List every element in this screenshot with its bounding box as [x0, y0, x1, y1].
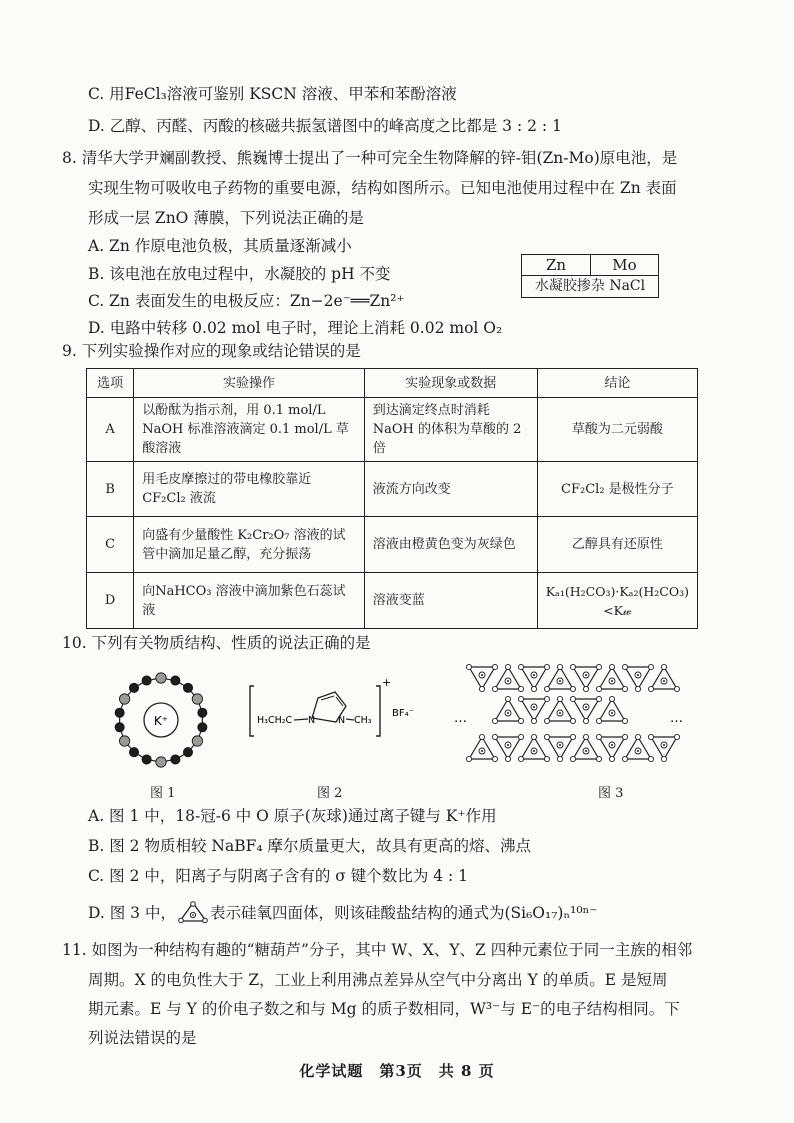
header-option: 选项 — [87, 369, 134, 398]
table-row — [87, 398, 698, 462]
oxygen-atom — [119, 694, 129, 704]
hydrogel-layer: 水凝胶掺杂 NaCl — [534, 278, 646, 294]
row-b-operation: 用毛皮摩擦过的带电橡胶靠近 CF₂Cl₂ 液流 — [134, 462, 365, 517]
carbon-atom — [115, 708, 124, 717]
carbon-atom — [171, 755, 180, 764]
carbon-atom — [198, 723, 207, 732]
fig2-label: 图 2 — [317, 786, 343, 801]
row-d-operation: 向NaHCO₃ 溶液中滴加紫色石蕊试液 — [134, 573, 365, 629]
fig2-n1-label: N — [308, 715, 316, 726]
carbon-atom — [142, 755, 151, 764]
fig2-ethyl-label: H₃CH₂C — [257, 715, 293, 726]
row-a-option: A — [87, 398, 134, 462]
q10-option-a: A. 图 1 中，18-冠-6 中 O 原子(灰球)通过离子键与 K⁺作用 — [88, 807, 497, 825]
q10-option-c: C. 图 2 中，阳离子与阴离子含有的 σ 键个数比为 4 : 1 — [88, 867, 469, 885]
q11-stem-line3: 期元素。E 与 Y 的价电子数之和与 Mg 的质子数相同，W³⁻与 E⁻的电子结构相同。下 — [88, 1000, 680, 1018]
oxygen-atom — [192, 736, 202, 746]
table-row — [87, 517, 698, 573]
zn-electrode: Zn — [522, 255, 591, 276]
row-c-option: C — [87, 517, 134, 573]
table-row — [87, 573, 698, 629]
fig1-k-ion-label: K⁺ — [153, 714, 169, 728]
row-d-option: D — [87, 573, 134, 629]
carbon-atom — [171, 676, 180, 685]
row-a-phenomenon: 到达滴定终点时消耗 NaOH 的体积为草酸的 2 倍 — [364, 398, 537, 462]
q9-stem: 9. 下列实验操作对应的现象或结论错误的是 — [62, 342, 361, 360]
q7-option-d: D. 乙醇、丙醛、丙酸的核磁共振氢谱图中的峰高度之比都是 3 : 2 : 1 — [88, 117, 562, 135]
header-conclusion: 结论 — [537, 369, 697, 398]
fig2-n2-label: N — [338, 715, 346, 726]
carbon-atom — [198, 708, 207, 717]
row-a-operation: 以酚酞为指示剂，用 0.1 mol/L NaOH 标准溶液滴定 0.1 mol/L 草酸溶液 — [134, 398, 365, 462]
row-d-conclusion: Kₐ₁(H₂CO₃)·Kₐ₂(H₂CO₃)<K𝓌 — [537, 573, 697, 629]
q10-option-d-prefix: D. 图 3 中， — [88, 904, 176, 922]
header-operation: 实验操作 — [134, 369, 365, 398]
q8-stem-line1: 8. 清华大学尹斓副教授、熊巍博士提出了一种可完全生物降解的锌-钼(Zn-Mo)原电池，是 — [62, 149, 678, 167]
q10-stem: 10. 下列有关物质结构、性质的说法正确的是 — [62, 634, 371, 652]
row-c-conclusion: 乙醇具有还原性 — [537, 517, 697, 573]
row-b-option: B — [87, 462, 134, 517]
q8-option-d: D. 电路中转移 0.02 mol 电子时，理论上消耗 0.02 mol O₂ — [88, 319, 503, 337]
row-a-conclusion: 草酸为二元弱酸 — [537, 398, 697, 462]
q11-stem-line2: 周期。X 的电负性大于 Z，工业上利用沸点差异从空气中分离出 Y 的单质。E 是短周 — [88, 971, 668, 989]
oxygen-atom — [119, 736, 129, 746]
table-header-row — [87, 369, 698, 398]
row-c-operation: 向盛有少量酸性 K₂Cr₂O₇ 溶液的试管中滴加足量乙醇，充分振荡 — [134, 517, 365, 573]
q11-stem-line4: 列说法错误的是 — [88, 1029, 197, 1047]
q8-option-b: B. 该电池在放电过程中，水凝胶的 pH 不变 — [88, 265, 391, 283]
q11-stem-line1: 11. 如图为一种结构有趣的“糖葫芦”分子，其中 W、X、Y、Z 四种元素位于同一主族的相邻 — [62, 941, 693, 959]
q10-option-d — [88, 901, 598, 923]
fig2-methyl-label: CH₃ — [354, 715, 372, 726]
q8-option-a: A. Zn 作原电池负极，其质量逐渐减小 — [88, 237, 352, 255]
row-b-conclusion: CF₂Cl₂ 是极性分子 — [537, 462, 697, 517]
q7-option-c: C. 用FeCl₃溶液可鉴别 KSCN 溶液、甲苯和苯酚溶液 — [88, 85, 457, 103]
page-footer: 化学试题 第3页 共 8 页 — [299, 1062, 495, 1080]
q8-stem-line2: 实现生物可吸收电子药物的重要电源，结构如图所示。已知电池使用过程中在 Zn 表面 — [88, 179, 677, 197]
figure-1-crown-ether — [105, 668, 217, 772]
oxygen-atom — [156, 673, 166, 683]
battery-diagram — [521, 254, 659, 298]
experiment-table — [86, 368, 698, 629]
carbon-atom — [183, 683, 192, 692]
carbon-atom — [129, 683, 138, 692]
mo-electrode: Mo — [591, 255, 658, 276]
figure-2-ionic-liquid — [248, 672, 438, 744]
fig2-anion-label: BF₄⁻ — [392, 708, 414, 719]
figure-3-silicate-structure — [452, 660, 692, 770]
fig2-cation-charge: + — [382, 676, 392, 689]
q10-option-b: B. 图 2 物质相较 NaBF₄ 摩尔质量更大，故具有更高的熔、沸点 — [88, 837, 531, 855]
row-d-phenomenon: 溶液变蓝 — [364, 573, 537, 629]
tetrahedron-icon — [178, 901, 208, 923]
q10-option-d-text: 表示硅氧四面体，则该硅酸盐结构的通式为(Si₆O₁₇)ₙ¹⁰ⁿ⁻ — [209, 904, 598, 922]
oxygen-atom — [156, 757, 166, 767]
fig3-left-ellipsis: … — [454, 711, 467, 726]
header-phenomenon: 实验现象或数据 — [364, 369, 537, 398]
q8-stem-line3: 形成一层 ZnO 薄膜，下列说法正确的是 — [88, 209, 364, 227]
q8-option-c: C. Zn 表面发生的电极反应：Zn−2e⁻══Zn²⁺ — [88, 292, 405, 310]
fig3-right-ellipsis: … — [670, 711, 683, 726]
oxygen-atom — [192, 694, 202, 704]
carbon-atom — [129, 748, 138, 757]
row-c-phenomenon: 溶液由橙黄色变为灰绿色 — [364, 517, 537, 573]
fig1-label: 图 1 — [150, 786, 176, 801]
fig3-label: 图 3 — [598, 786, 624, 801]
carbon-atom — [142, 676, 151, 685]
carbon-atom — [115, 723, 124, 732]
table-row — [87, 462, 698, 517]
carbon-atom — [183, 748, 192, 757]
row-b-phenomenon: 液流方向改变 — [364, 462, 537, 517]
